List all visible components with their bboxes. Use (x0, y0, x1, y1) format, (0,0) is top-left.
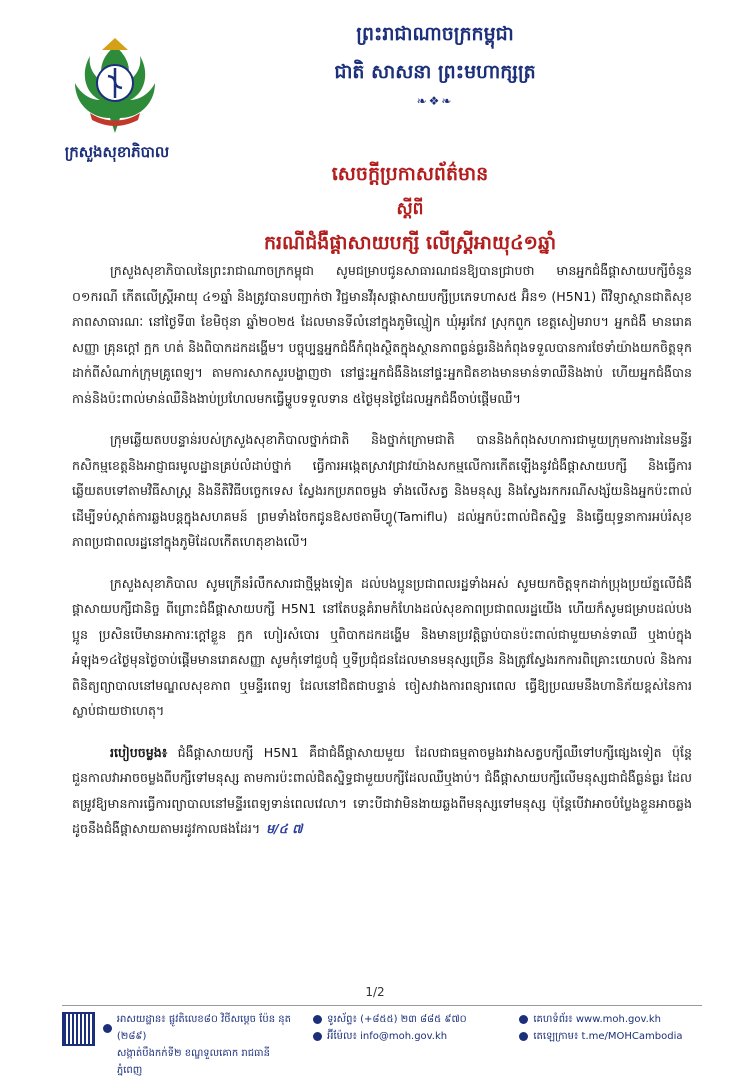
paragraph-lead: របៀបចម្លង៖ (110, 744, 168, 760)
qr-code-icon (62, 1012, 95, 1046)
paragraph-text: ជំងឺផ្តាសាយបក្សី H5N1 គឺជាជំងឺផ្តាសាយមួយ ដែលជាធម្មតាចម្លងរវាងសត្វបក្សីឈឺទៅបក្សីផ្សេងទៀត ប៉ុន្តែជួនកាលវាអាចចម្លងពីបក្សីទៅមនុស្ស តាមការប៉ះពាល់ជិតស្និទ្ធជាមួយបក្សីដែលឈឺឬងាប់។ ជំងឺផ្តាសាយបក្សីលើមនុស្សជាជំងឺធ្ងន់ធ្ងរ ដែលតម្រូវឱ្យមានការធ្វើការព្យាបាលនៅមន្ទីរពេទ្យទាន់ពេលវេលា។ ទោះបីជាវាមិនងាយឆ្លងពីមនុស្សទៅមនុស្ស ប៉ុន្តែបើវាអាចបំប្លែងខ្លួនអាចឆ្លង ដូចនឹងជំងឺផ្តាសាយតាមរដូវកាលផងដែរ។ (72, 744, 692, 836)
footer-contact (295, 1006, 505, 1052)
announcement-topic: ករណីជំងឺផ្តាសាយបក្សី លើស្ត្រីអាយុ៤១ឆ្នាំ (263, 232, 557, 254)
footer-website[interactable]: គេហទំព័រ៖ www.moh.gov.kh (533, 1014, 661, 1025)
footer-email[interactable]: អ៊ីម៉ែល៖ info@moh.gov.kh (327, 1031, 448, 1042)
globe-icon (519, 1015, 528, 1024)
ornament: ❧❖❧ (416, 94, 454, 108)
paragraph-case-report (72, 258, 692, 411)
paragraph-transmission (72, 740, 692, 842)
paragraph-text: ក្រសួងសុខាភិបាលនៃព្រះរាជាណាចក្រកម្ពុជា សូមជម្រាបជូនសាធារណជនឱ្យបានជ្រាបថា មានអ្នកជំងឺផ្តាសាយបក្សីចំនួន ០១ករណី កើតលើស្ត្រីអាយុ ៤១ឆ្នាំ និងត្រូវបានបញ្ជាក់ថា វិជ្ជមានវីរុសផ្តាសាយបក្សីប្រភេទហាស៥ អ៊ិន១ (H5N1) ពីវិទ្យាស្ថានជាតិសុខភាពសាធារណៈ នៅថ្ងៃទី៣ ខែមិថុនា ឆ្នាំ២០២៥ ដែលមានទីលំនៅក្នុងភូមិល្មៀក ឃុំអូរកែវ ស្រុកពួក ខេត្តសៀមរាប។ អ្នកជំងឺ មានរោគសញ្ញា គ្រុនក្តៅ ក្អក ហត់ និងពិបាកដកដង្ហើម។ បច្ចុប្បន្នអ្នកជំងឺកំពុងស្ថិតក្នុងស្ថានភាពធ្ងន់ធ្ងរនិងកំពុងទទួលបានការថែទាំយ៉ាងយកចិត្តទុកដាក់ពីសំណាក់ក្រុមគ្រូពេទ្យ។ តាមការសាកសួរបង្ហាញថា នៅផ្ទះអ្នកជំងឺនិងនៅផ្ទះអ្នកជិតខាងមានមាន់ទាឈឺនិងងាប់ ហើយអ្នកជំងឺបានកាន់និងប៉ះពាល់មាន់ឈឺនិងងាប់ប្រហែលមកធ្វើម្ហូបទទួលទាន ៥ថ្ងៃមុនថ្ងៃដែលអ្នកជំងឺចាប់ផ្តើមឈឺ។ (72, 263, 692, 406)
ministry-name: ក្រសួងសុខាភិបាល (64, 143, 170, 161)
ministry-emblem-icon (60, 38, 170, 143)
paragraph-text: ក្រសួងសុខាភិបាល សូមក្រើនរំលឹកសារជាថ្មីម្តងទៀត ដល់បងប្អូនប្រជាពលរដ្ឋទាំងអស់ សូមយកចិត្តទុកដាក់ប្រុងប្រយ័ត្នលើជំងឺផ្តាសាយបក្សីជានិច្ច ពីព្រោះជំងឺផ្តាសាយបក្សី H5N1 នៅតែបន្តគំរាមកំហែងដល់សុខភាពប្រជាពលរដ្ឋយើង ហើយក៏សូមជម្រាបដល់បងប្អូន ប្រសិនបើមានអាការៈក្តៅខ្លួន ក្អក ហៀរសំបោរ ឬពិបាកដកដង្ហើម និងមានប្រវត្តិធ្លាប់បានប៉ះពាល់ជាមួយមាន់ទាឈឺ ឬងាប់ក្នុងអំឡុង១៤ថ្ងៃមុនថ្ងៃចាប់ផ្តើមមានរោគសញ្ញា សូមកុំទៅជួបជុំ ឬទីប្រជុំជនដែលមានមនុស្សច្រើន និងត្រូវស្វែងរកការពិគ្រោះយោបល់ និងការពិនិត្យព្យាបាលនៅមណ្ឌលសុខភាព ឬមន្ទីរពេទ្យ ដែលនៅជិតជាបន្ទាន់ ចៀសវាងការពន្យារពេល ធ្វើឱ្យប្រឈមនឹងហានិភ័យខ្ពស់នៃការស្លាប់ជាយថាហេតុ។ (72, 575, 692, 718)
announcement-subtitle: ស្តីពី (396, 199, 424, 219)
motto-line: ជាតិ សាសនា ព្រះមហាក្សត្រ (334, 61, 536, 83)
telegram-icon (519, 1032, 528, 1041)
footer-online (505, 1006, 702, 1052)
footer-address (103, 1006, 295, 1076)
document-body (72, 258, 692, 858)
announcement-headline (200, 162, 620, 259)
handwritten-initials: ម/៤ ៧ (266, 821, 303, 836)
address-line-1: អាសយដ្ឋាន៖ ផ្លូវតិលេខ៨០ វិថីសម្តេច ប៉ែន នុត (២៨៩) (116, 1014, 291, 1042)
page-number: 1/2 (365, 985, 385, 999)
footer (62, 1005, 702, 1076)
address-line-2: សង្កាត់បឹងកក់ទី២ ខណ្ឌទួលគោក រាជធានីភ្នំពេញ (116, 1048, 270, 1076)
phone-icon (313, 1015, 322, 1024)
paragraph-text: ក្រុមឆ្លើយតបបន្ទាន់របស់ក្រសួងសុខាភិបាលថ្នាក់ជាតិ និងថ្នាក់ក្រោមជាតិ បាននិងកំពុងសហការជាមួយក្រុមការងារនៃមន្ទីរកសិកម្មខេត្តនិងអាជ្ញាធរមូលដ្ឋានគ្រប់លំដាប់ថ្នាក់ ធ្វើការអង្កេតស្រាវជ្រាវយ៉ាងសកម្មលើការកើតឡើងនូវជំងឺផ្តាសាយបក្សី និងធ្វើការឆ្លើយតបទៅតាមវិធីសាស្រ្ត និងនីតិវិធីបច្ចេកទេស ស្វែងរកប្រភពចម្លង ទាំងលើសត្វ និងមនុស្ស និងស្វែងរកករណីសង្ស័យនិងអ្នកប៉ះពាល់ ដើម្បីទប់ស្កាត់ការឆ្លងបន្តក្នុងសហគមន៍ ព្រមទាំងចែកជូនឱសថតាមីហ្វូ(Tamiflu) ដល់អ្នកប៉ះពាល់ជិតស្និទ្ធ និងធ្វើយុទ្ធនាការអប់រំសុខភាពប្រជាពលរដ្ឋនៅក្នុងភូមិដែលកើតហេតុខាងលើ។ (72, 432, 692, 549)
national-motto (250, 22, 620, 108)
announcement-title: សេចក្តីប្រកាសព័ត៌មាន (331, 163, 489, 185)
location-icon (103, 1024, 112, 1033)
footer-phone: ទូរស័ព្ទ៖ (+៨៥៥) ២៣ ៨៨៥ ៩៧០ (327, 1014, 467, 1025)
kingdom-name: ព្រះរាជាណាចក្រកម្ពុជា (356, 23, 514, 45)
email-icon (313, 1032, 322, 1041)
paragraph-advisory (72, 571, 692, 724)
footer-telegram[interactable]: តេឡេក្រាម៖ t.me/MOHCambodia (533, 1031, 683, 1042)
paragraph-response-team (72, 427, 692, 555)
